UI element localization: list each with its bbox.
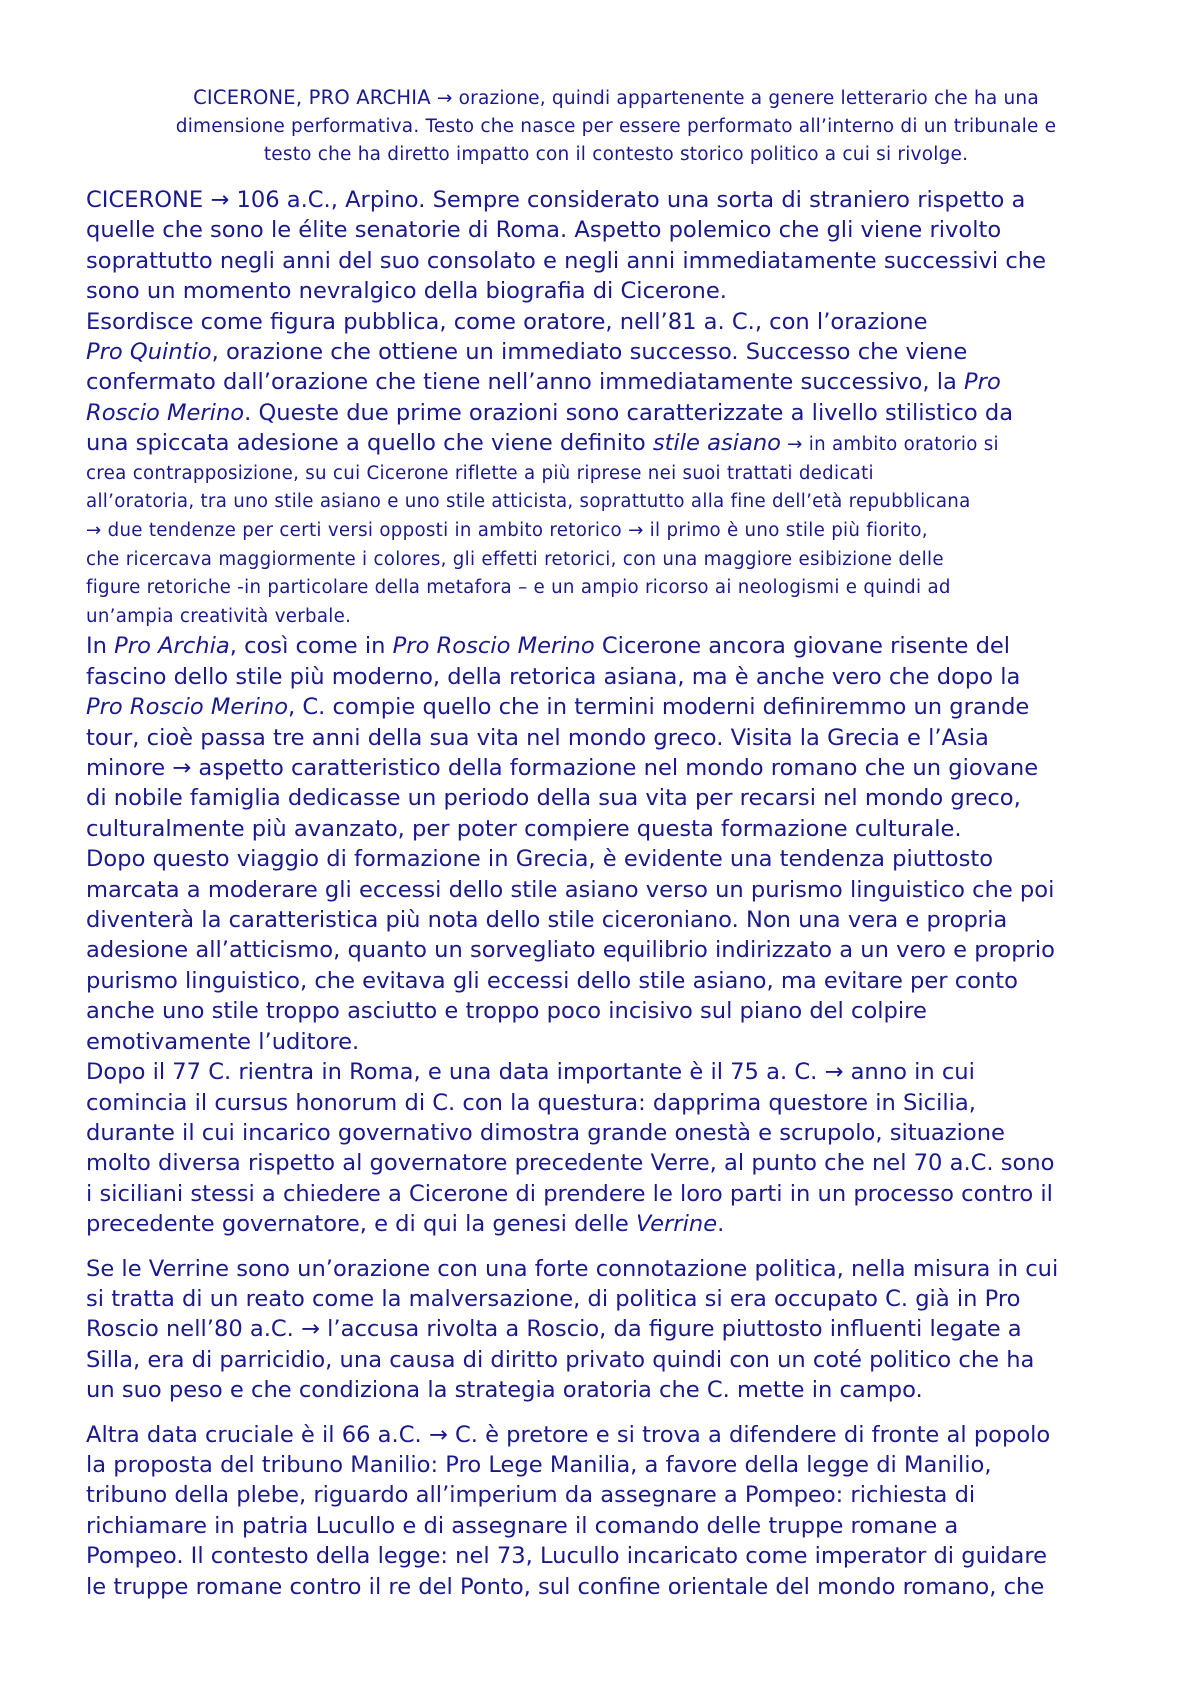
paragraph-biography: CICERONE → 106 a.C., Arpino. Sempre considerato una sorta di straniero rispetto a quelle che sono le élite senatorie di Roma. Aspetto polemico che gli viene rivolto soprattutto negli anni del suo consolato e negli anni immediatamente successivi che sono un momento nevralgico della biografia di Cicerone. Esordisce come figura pubblica, come oratore, nell’81 a. C., con l’orazione Pro Quintio, orazione che ottiene un immediato successo. Successo che viene confermato dall’orazione che tiene nell’anno immediatamente successivo, la Pro Roscio Merino. Queste due prime orazioni sono caratterizzate a livello stilistico da una spiccata adesione a quello che viene definito stile asiano → in ambito oratorio si crea contrapposizione, su cui Cicerone riflette a più riprese nei suoi trattati dedicati all’oratoria, tra uno stile asiano e uno stile atticista, soprattutto alla fine dell’età repubblicana → due tendenze per certi versi opposti in ambito retorico → il primo è uno stile più fiorito, che ricercava maggiormente i colores, gli effetti retorici, con una maggiore esibizione delle figure retoriche -in particolare della metafora – e un ampio ricorso ai neologismi e quindi ad un’ampia creatività verbale.: [86, 185, 1146, 631]
work-title: Pro Roscio Merino: [392, 633, 595, 660]
intro-block: [86, 84, 1146, 169]
work-title: Pro Archia: [114, 633, 230, 660]
paragraph-verrine: Se le Verrine sono un’orazione con una forte connotazione politica, nella misura in cui si tratta di un reato come la malversazione, di politica si era occupato C. già in Pro Roscio nell’80 a.C. → l’accusa rivolta a Roscio, da figure piuttosto influenti legate a Silla, era di parricidio, una causa di diritto privato quindi con un coté politico che ha un suo peso e che condiziona la strategia oratoria che C. mette in campo.: [86, 1255, 1059, 1404]
work-title: Pro: [964, 369, 1001, 396]
document-page: [86, 84, 1146, 1602]
intro-heading: CICERONE, PRO ARCHIA: [193, 86, 431, 109]
term-stile-asiano: stile asiano: [652, 430, 782, 457]
work-title: Verrine: [635, 1211, 718, 1238]
paragraph-formation: In Pro Archia, così come in Pro Roscio Merino Cicerone ancora giovane risente del fascino dello stile più moderno, della retorica asiana, ma è anche vero che dopo la Pro Roscio Merino, C. compie quello che in termini moderni definiremmo un grande tour, cioè passa tre anni della sua vita nel mondo greco. Visita la Grecia e l’Asia minore → aspetto caratteristico della formazione nel mondo romano che un giovane di nobile famiglia dedicasse un periodo della sua vita per recarsi nel mondo greco, culturalmente più avanzato, per poter compiere questa formazione culturale. Dopo questo viaggio di formazione in Grecia, è evidente una tendenza piuttosto marcata a moderare gli eccessi dello stile asiano verso un purismo linguistico che poi diventerà la caratteristica più nota dello stile ciceroniano. Non una vera e propria adesione all’atticismo, quanto un sorvegliato equilibrio indirizzato a un vero e proprio purismo linguistico, che evitava gli eccessi dello stile asiano, ma evitare per conto anche uno stile troppo asciutto e troppo poco incisivo sul piano del colpire emotivamente l’uditore. Dopo il 77 C. rientra in Roma, e una data importante è il 75 a. C. → anno in cui comincia il cursus honorum di C. con la questura: dapprima questore in Sicilia, durante il cui incarico governativo dimostra grande onestà e scrupolo, situazione molto diversa rispetto al governatore precedente Verre, al punto che nel 70 a.C. sono i siciliani stessi a chiedere a Cicerone di prendere le loro parti in un processo contro il precedente governatore, e di qui la genesi delle Verrine.: [86, 633, 1055, 1238]
note-block-asiano-atticista: crea contrapposizione, su cui Cicerone riflette a più riprese nei suoi trattati dedicati all’oratoria, tra uno stile asiano e uno stile atticista, soprattutto alla fine dell’età repubblicana → due tendenze per certi versi opposti in ambito retorico → il primo è uno stile più fiorito, che ricercava maggiormente i colores, gli effetti retorici, con una maggiore esibizione delle figure retoriche -in particolare della metafora – e un ampio ricorso ai neologismi e quindi ad un’ampia creatività verbale.: [86, 462, 971, 627]
paragraph-lege-manilia: Altra data cruciale è il 66 a.C. → C. è pretore e si trova a difendere di fronte al popolo la proposta del tribuno Manilio: Pro Lege Manilia, a favore della legge di Manilio, tribuno della plebe, riguardo all’imperium da assegnare a Pompeo: richiesta di richiamare in patria Lucullo e di assegnare il comando delle truppe romane a Pompeo. Il contesto della legge: nel 73, Lucullo incaricato come imperator di guidare le truppe romane contro il re del Ponto, sul confine orientale del mondo romano, che: [86, 1421, 1051, 1600]
work-title: Pro Quintio: [86, 339, 212, 366]
work-title: Roscio Merino: [86, 399, 245, 426]
work-title: Pro Roscio Merino: [86, 694, 289, 721]
intro-line-3: testo che ha diretto impatto con il contesto storico politico a cui si rivolge.: [263, 144, 969, 165]
intro-line-2: dimensione performativa. Testo che nasce per essere performato all’interno di un tribunale e: [175, 116, 1057, 137]
intro-line-1: CICERONE, PRO ARCHIA → orazione, quindi appartenente a genere letterario che ha una: [193, 86, 1039, 109]
